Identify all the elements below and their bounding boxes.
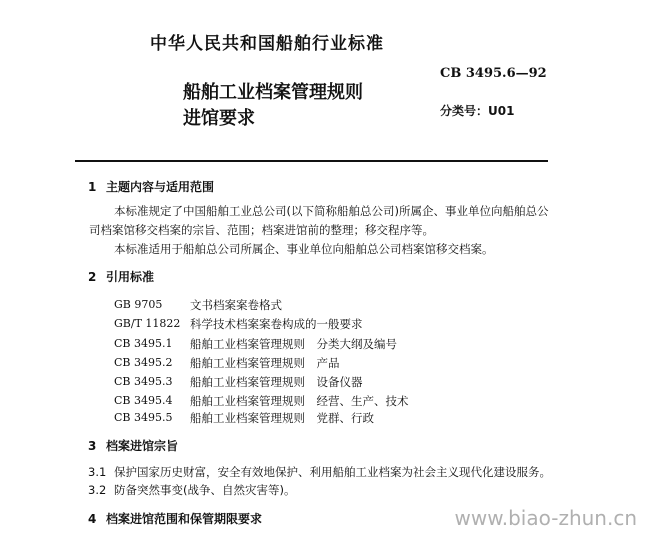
document-title-line1: 船舶工业档案管理规则 — [183, 82, 363, 103]
section-title: 档案进馆范围和保管期限要求 — [106, 512, 263, 526]
reference-title: 船舶工业档案管理规则 设备仪器 — [190, 375, 363, 389]
item-text: 防备突然事变(战争、自然灾害等)。 — [114, 483, 296, 497]
item-number: 3.1 — [88, 465, 107, 479]
reference-code: CB 3495.1 — [114, 337, 173, 350]
reference-title: 船舶工业档案管理规则 党群、行政 — [190, 411, 374, 425]
item-text: 保护国家历史财富，安全有效地保护、利用船舶工业档案为社会主义现代化建设服务。 — [114, 465, 551, 479]
item-number: 3.2 — [88, 483, 107, 497]
section-1-heading — [88, 178, 214, 195]
reference-code: GB/T 11822 — [114, 317, 181, 330]
watermark-text: www.biao-zhun.cn — [454, 506, 637, 530]
section-3-item — [88, 464, 551, 480]
standard-header-title: 中华人民共和国船舶行业标准 — [150, 34, 384, 54]
reference-code: CB 3495.2 — [114, 356, 173, 369]
section-1-paragraph-1-line-1: 本标准规定了中国船舶工业总公司(以下简称船舶总公司)所属企、事业单位向船舶总公 — [114, 204, 549, 218]
reference-code: GB 9705 — [114, 298, 163, 311]
reference-code: CB 3495.3 — [114, 375, 173, 388]
section-2-heading — [88, 268, 154, 285]
reference-title: 船舶工业档案管理规则 产品 — [190, 356, 340, 370]
section-number: 3 — [88, 439, 97, 453]
section-number: 1 — [88, 180, 97, 194]
document-title-line2: 进馆要求 — [183, 108, 255, 129]
section-1-paragraph-2: 本标准适用于船舶总公司所属企、事业单位向船舶总公司档案馆移交档案。 — [114, 242, 494, 256]
reference-title: 船舶工业档案管理规则 分类大纲及编号 — [190, 337, 397, 351]
section-title: 主题内容与适用范围 — [106, 180, 215, 194]
section-number: 2 — [88, 270, 97, 284]
standard-code: CB 3495.6—92 — [440, 66, 547, 81]
classification-code: 分类号：U01 — [440, 104, 515, 118]
section-3-heading — [88, 437, 178, 454]
section-title: 档案进馆宗旨 — [106, 439, 179, 453]
section-1-paragraph-1-line-2: 司档案馆移交档案的宗旨、范围；档案进馆前的整理；移交程序等。 — [89, 223, 434, 237]
section-3-item — [88, 482, 295, 498]
section-number: 4 — [88, 512, 97, 526]
reference-title: 船舶工业档案管理规则 经营、生产、技术 — [190, 394, 409, 408]
header-divider — [75, 160, 548, 162]
section-title: 引用标准 — [106, 270, 155, 284]
reference-code: CB 3495.5 — [114, 411, 173, 424]
reference-title: 科学技术档案案卷构成的一般要求 — [190, 317, 363, 331]
reference-title: 文书档案案卷格式 — [190, 298, 282, 312]
reference-code: CB 3495.4 — [114, 394, 173, 407]
section-4-heading — [88, 510, 262, 527]
